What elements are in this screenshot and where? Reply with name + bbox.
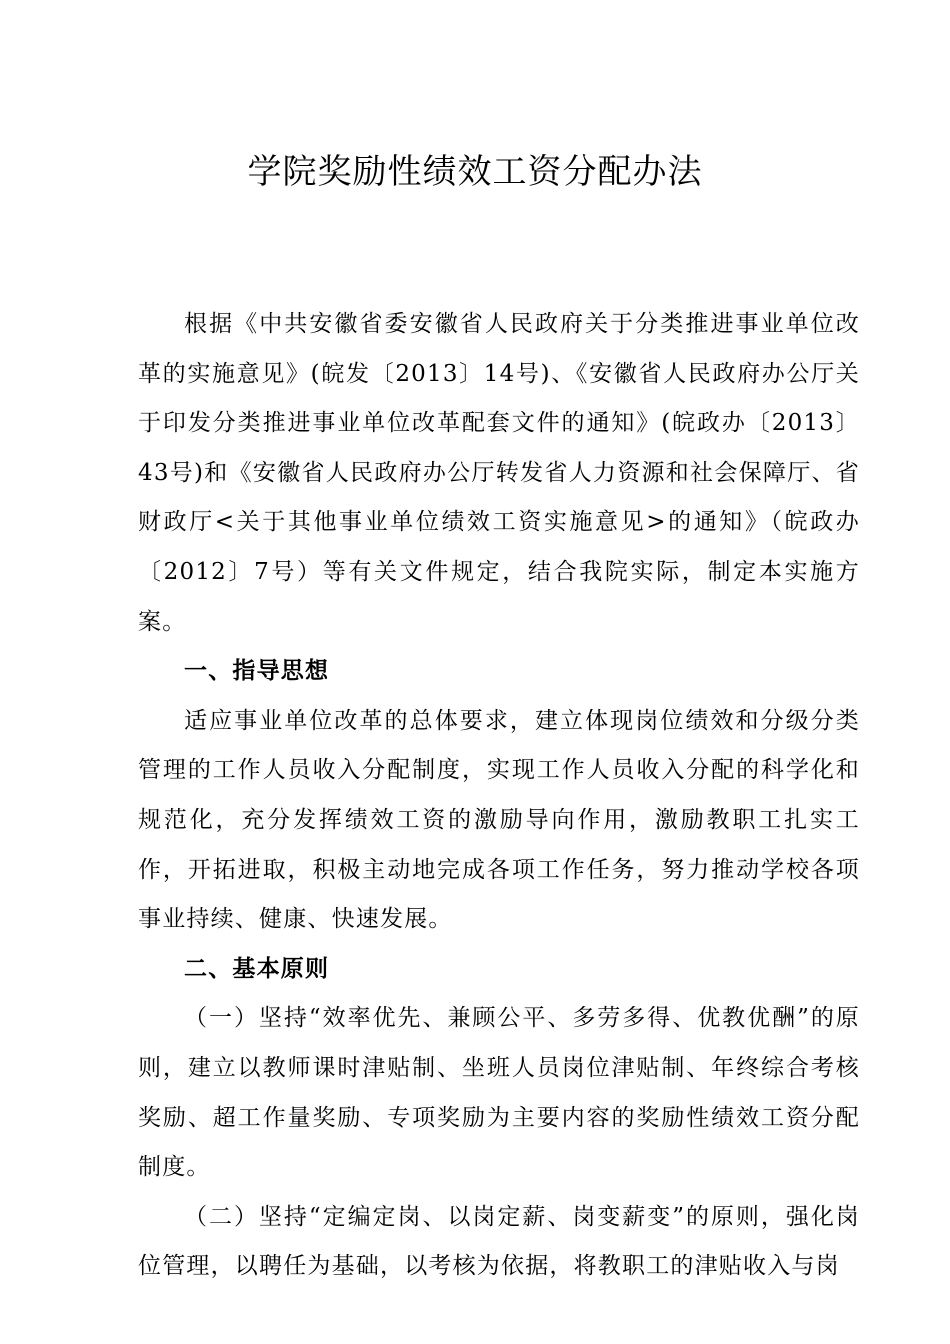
intro-paragraph: 根据《中共安徽省委安徽省人民政府关于分类推进事业单位改革的实施意见》(皖发〔2013〕14号)、《安徽省人民政府办公厅关于印发分类推进事业单位改革配套文件的通知》(皖政办〔2013〕43号)和《安徽省人民政府办公厅转发省人力资源和社会保障厅、省财政厅<关于其他事业单位绩效工资实施意见>的通知》（皖政办〔2012〕7号）等有关文件规定，结合我院实际，制定本实施方案。 — [138, 311, 860, 635]
principle-item-1: （一）坚持“效率优先、兼顾公平、多劳多得、优教优酬”的原则，建立以教师课时津贴制、坐班人员岗位津贴制、年终综合考核奖励、超工作量奖励、专项奖励为主要内容的奖励性绩效工资分配制度。 — [138, 1005, 860, 1181]
document-body — [138, 300, 860, 1292]
principle-item-2: （二）坚持“定编定岗、以岗定薪、岗变薪变”的原则，强化岗位管理，以聘任为基础，以考核为依据，将教职工的津贴收入与岗 — [138, 1203, 860, 1280]
section-heading-guiding-ideology: 一、指导思想 — [184, 658, 330, 685]
section-heading-basic-principles: 二、基本原则 — [184, 955, 330, 982]
guiding-ideology-paragraph: 适应事业单位改革的总体要求，建立体现岗位绩效和分级分类管理的工作人员收入分配制度，实现工作人员收入分配的科学化和规范化，充分发挥绩效工资的激励导向作用，激励教职工扎实工作，开拓进取，积极主动地完成各项工作任务，努力推动学校各项事业持续、健康、快速发展。 — [138, 707, 860, 933]
document-title: 学院奖励性绩效工资分配办法 — [247, 152, 703, 192]
